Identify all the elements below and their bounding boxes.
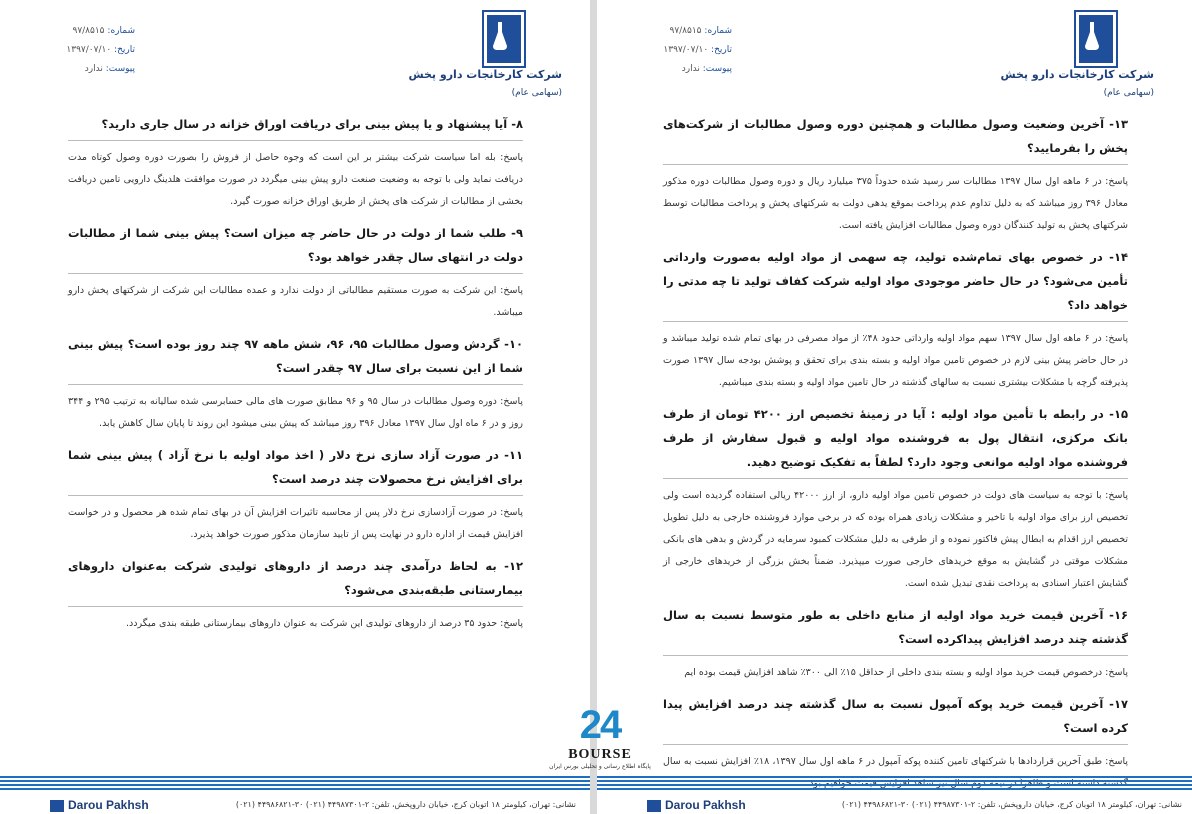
date-label: تاریخ: [114, 45, 135, 55]
number-label: شماره: [704, 26, 732, 36]
letter-date: ۱۳۹۷/۰۷/۱۰ [663, 45, 709, 55]
letter-attachment: ندارد [681, 64, 700, 74]
question-13: ۱۳- آخرین وضعیت وصول مطالبات و همچنین دوره وصول مطالبات از شرکت‌های پخش را بفرمایید؟ [663, 117, 1128, 155]
company-logo-icon [482, 10, 526, 68]
company-name: شرکت کارخانجات دارو پخش [408, 68, 562, 81]
watermark-subtitle: پایگاه اطلاع رسانی و تحلیلی بورس ایران [549, 763, 651, 770]
company-logo-icon [1074, 10, 1118, 68]
answer-10: پاسخ: دوره وصول مطالبات در سال ۹۵ و ۹۶ مطابق صورت های مالی حسابرسی شده سالیانه به ترتیب ۲۹۵ و ۳۴۴ روز و در ۶ ماه اول سال ۱۳۹۷ معادل ۳۹۶ روز میباشد که پیش بینی میشود این روند تا پایان سال کاهش یابد. [68, 396, 523, 429]
brand-logo-icon [647, 800, 661, 812]
question-11: ۱۱- در صورت آزاد سازی نرخ دلار ( اخذ مواد اولیه با نرخ آزاد ) پیش بینی شما برای افزایش نرخ محصولات چند درصد است؟ [68, 448, 523, 486]
footer-address: نشانی: تهران، کیلومتر ۱۸ اتوبان کرج، خیابان داروپخش، تلفن: ۲-۴۴۹۸۷۳۰۱ (۰۲۱) ۳۰-۴۴۹۸۶۸۲۱ (۰۲۱) [235, 800, 576, 809]
watermark-number: 24 [579, 703, 621, 747]
letter-number: ۹۷/۸۵۱۵ [72, 26, 105, 36]
letter-meta [40, 22, 135, 79]
company-type: (سهامی عام) [1103, 88, 1154, 98]
left-content [68, 112, 523, 643]
watermark-name: BOURSE [568, 747, 632, 762]
answer-16: پاسخ: درخصوص قیمت خرید مواد اولیه و بسته بندی داخلی از حداقل ۱۵٪ الی ۳۰۰٪ شاهد افزایش قیمت بوده ایم [684, 667, 1128, 678]
question-8: ۸- آیا پیشنهاد و یا پیش بینی برای دریافت اوراق خزانه در سال جاری دارید؟ [101, 117, 523, 131]
answer-13: پاسخ: در ۶ ماهه اول سال ۱۳۹۷ مطالبات سر رسید شده حدوداً ۳۷۵ میلیارد ریال و دوره وصول مطالبات دوره مذکور معادل ۳۹۶ روز میباشد که به دلیل تداوم عدم پرداخت بموقع یدهی دولت به شرکتهای پخش و پرداخت مطالبات توسط شرکتهای پخش به تولید کنندگان دوره وصول مطالبات افزایش یافته است. [663, 176, 1129, 231]
question-9: ۹- طلب شما از دولت در حال حاضر چه میزان است؟ پیش بینی شما از مطالبات دولت در انتهای سال چقدر خواهد بود؟ [68, 226, 523, 264]
company-type: (سهامی عام) [511, 88, 562, 98]
question-17: ۱۷- آخرین قیمت خرید پوکه آمپول نسبت به سال گذشته چند درصد افزایش پیدا کرده است؟ [663, 697, 1128, 735]
right-page [597, 0, 1192, 814]
answer-15: پاسخ: با توجه به سیاست های دولت در خصوص تامین مواد اولیه دارو، از ارز ۴۲۰۰۰ ریالی استفاده گردیده است ولی تخصیص ارز برای مواد اولیه با تاخیر و مشکلات زیادی همراه بوده که در برخی موارد فروشنده خارجی به دلیل تطویل تخصیص ارز اقدام به ابطال پیش فاکتور نموده و از طرفی به دلیل مشکلات کمبود سرمایه در گردش و بدهی های بانکی مشکلات موقتی در گشایش به موقع خریدهای خارجی صورت میپذیرد. ضمناً بخش بزرگی از خریدهای خارجی از گشایش اعتبار اسنادی به پرداخت نقدی تبدیل شده است. [663, 490, 1128, 589]
letter-date: ۱۳۹۷/۰۷/۱۰ [66, 45, 112, 55]
answer-12: پاسخ: حدود ۳۵ درصد از داروهای تولیدی این شرکت به عنوان داروهای بیمارستانی طبقه بندی میگردد. [126, 618, 523, 629]
brand-logo-icon [50, 800, 64, 812]
company-name: شرکت کارخانجات دارو پخش [1000, 68, 1154, 81]
attachment-label: پیوست: [702, 64, 732, 74]
letter-attachment: ندارد [84, 64, 103, 74]
right-content [663, 112, 1128, 803]
footer-address: نشانی: تهران، کیلومتر ۱۸ اتوبان کرج، خیابان داروپخش، تلفن: ۲-۴۴۹۸۷۳۰۱ (۰۲۱) ۳۰-۴۴۹۸۶۸۲۱ (۰۲۱) [841, 800, 1182, 809]
question-10: ۱۰- گردش وصول مطالبات ۹۵، ۹۶، شش ماهه ۹۷ چند روز بوده است؟ پیش بینی شما از این نسبت برای سال ۹۷ چقدر است؟ [68, 337, 523, 375]
question-12: ۱۲- به لحاظ درآمدی چند درصد از داروهای تولیدی شرکت به‌عنوان داروهای بیمارستانی طبقه‌بندی می‌شود؟ [68, 559, 523, 597]
letter-number: ۹۷/۸۵۱۵ [669, 26, 702, 36]
question-15: ۱۵- در رابطه با تأمین مواد اولیه : آیا در زمینهٔ تخصیص ارز ۴۲۰۰ تومان از طرف بانک مرکزی، انتقال پول به فروشنده مواد اولیه و قبول سفارش از طرف فروشنده مواد اولیه موانعی وجود دارد؟ لطفاً به تفکیک توضیح دهید. [663, 407, 1128, 469]
answer-8: پاسخ: بله اما سیاست شرکت بیشتر بر این است که وجوه حاصل از فروش را بصورت دوره وصول کوتاه مدت دریافت نماید ولی با توجه به وضعیت صنعت دارو پیش بینی میگردد در صورت موافقت هلدینگ دارویی تامین دریافت بخشی از مطالبات از شرکت های پخش از طریق اوراق خزانه صورت گیرد. [68, 152, 523, 207]
answer-14: پاسخ: در ۶ ماهه اول سال ۱۳۹۷ سهم مواد اولیه وارداتی حدود ۴۸٪ از مواد مصرفی در بهای تمام شده تولید میباشد و در حال حاضر پیش بینی لازم در خصوص تامین مواد اولیه و بسته بندی برای تحقق و پوشش بودجه سال ۱۳۹۷ صورت پذیرفته گرچه با مشکلات بیشتری نسبت به سالهای گذشته در حال تامین مواد اولیه و بسته بندی میباشیم. [663, 333, 1128, 388]
question-14: ۱۴- در خصوص بهای تمام‌شده تولید، چه سهمی از مواد اولیه به‌صورت وارداتی تأمین می‌شود؟ در حال حاضر موجودی مواد اولیه شرکت کفاف تولید تا چه مدتی را خواهد داد؟ [663, 250, 1128, 312]
bourse24-watermark [545, 703, 655, 783]
footer-brand: Darou Pakhsh [50, 798, 149, 812]
footer-brand: Darou Pakhsh [647, 798, 746, 812]
answer-17: پاسخ: طبق آخرین قراردادها با شرکتهای تامین کننده پوکه آمپول در ۶ ماهه اول سال ۱۳۹۷، ۱۸٪ افزایش نسبت به سال [663, 756, 1128, 767]
letter-meta [637, 22, 732, 79]
question-16: ۱۶- آخرین قیمت خرید مواد اولیه از منابع داخلی به طور متوسط نسبت به سال گذشته چند درصد افزایش پیداکرده است؟ [663, 608, 1128, 646]
date-label: تاریخ: [711, 45, 732, 55]
attachment-label: پیوست: [105, 64, 135, 74]
number-label: شماره: [107, 26, 135, 36]
answer-11: پاسخ: در صورت آزادسازی نرخ دلار پس از محاسبه تاثیرات افزایش آن در بهای تمام شده هر محصول و در خواست افزایش قیمت از اداره دارو در نهایت پس از تایید سازمان مذکور صورت خواهد پذیرد. [68, 507, 523, 540]
answer-9: پاسخ: این شرکت به صورت مستقیم مطالباتی از دولت ندارد و عمده مطالبات این شرکت از شرکتهای پخش دارو میباشد. [68, 285, 523, 318]
left-page [0, 0, 590, 814]
